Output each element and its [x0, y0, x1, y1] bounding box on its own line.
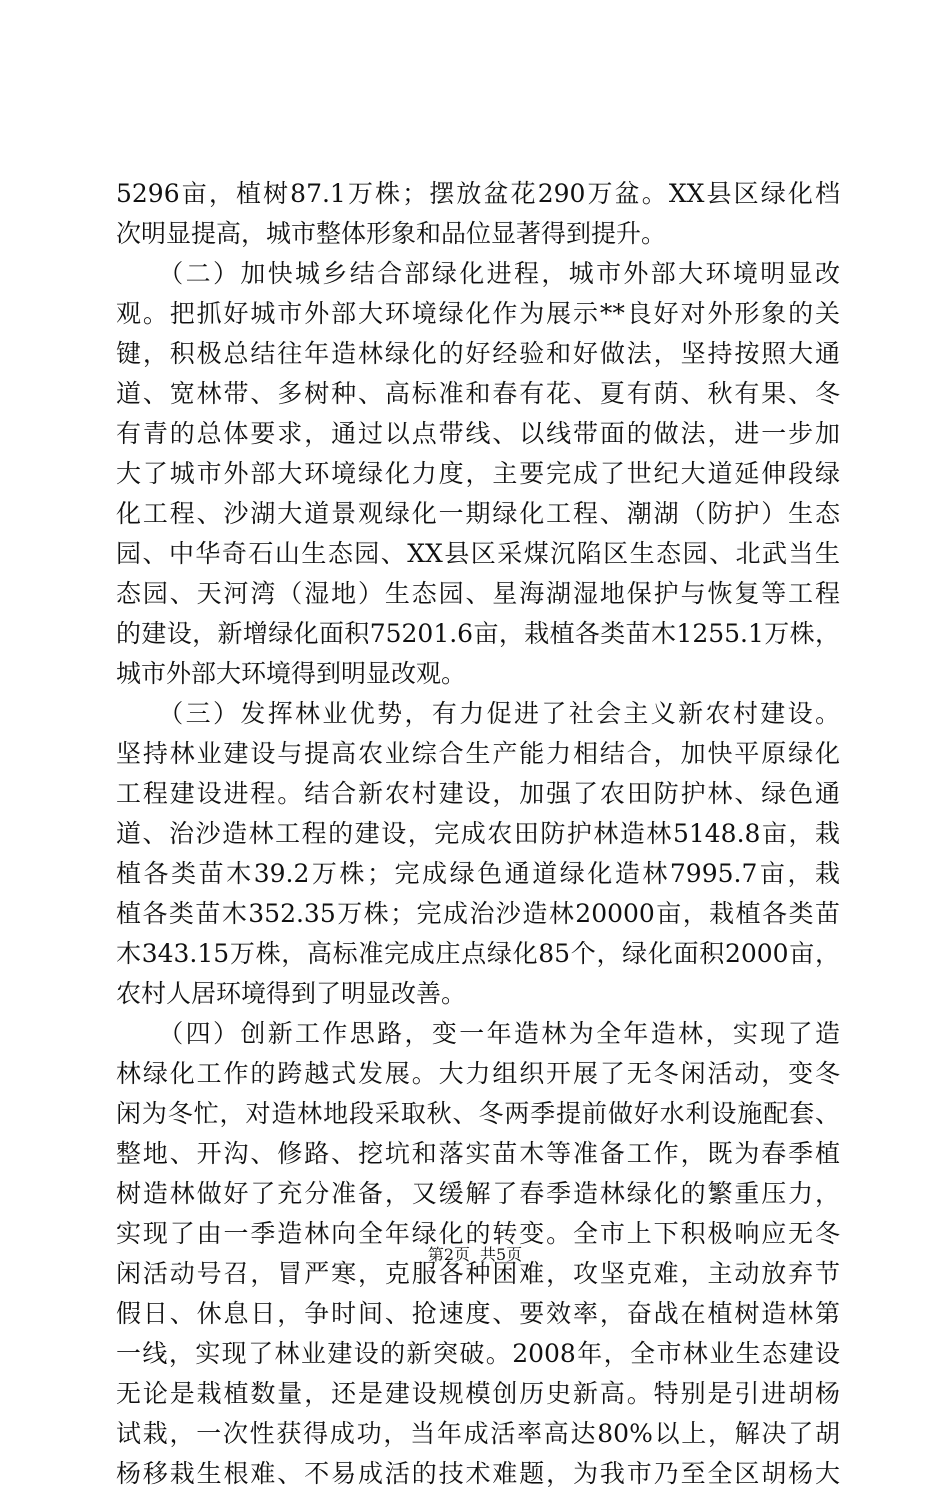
text-line: 城市外部大环境得到明显改观。 [116, 659, 467, 688]
text-line: 植各类苗木352.35万株；完成治沙造林20000亩，栽植各类苗 [116, 899, 840, 928]
text-line: 无论是栽植数量，还是建设规模创历史新高。特别是引进胡杨 [116, 1379, 840, 1408]
page-number: 第2页 [427, 1245, 470, 1264]
text-line: 农村人居环境得到了明显改善。 [116, 979, 467, 1008]
text-line: 假日、休息日，争时间、抢速度、要效率，奋战在植树造林第 [116, 1299, 840, 1328]
text-line: 实现了由一季造林向全年绿化的转变。全市上下积极响应无冬 [116, 1219, 840, 1248]
text-line: 整地、开沟、修路、挖坑和落实苗木等准备工作，既为春季植 [116, 1139, 840, 1168]
text-line: 园、中华奇石山生态园、XX县区采煤沉陷区生态园、北武当生 [116, 539, 840, 568]
text-line: 观。把抓好城市外部大环境绿化作为展示**良好对外形象的关 [116, 299, 840, 328]
text-line: 5296亩，植树87.1万株；摆放盆花290万盆。XX县区绿化档 [116, 179, 840, 208]
text-line: 植各类苗木39.2万株；完成绿色通道绿化造林7995.7亩，栽 [116, 859, 840, 888]
page-footer [0, 1245, 950, 1265]
text-line: 大了城市外部大环境绿化力度，主要完成了世纪大道延伸段绿 [116, 459, 840, 488]
text-line: 次明显提高，城市整体形象和品位显著得到提升。 [116, 219, 667, 248]
text-line: 坚持林业建设与提高农业综合生产能力相结合，加快平原绿化 [116, 739, 840, 768]
text-line: 树造林做好了充分准备，又缓解了春季造林绿化的繁重压力， [116, 1179, 840, 1208]
text-line: 道、治沙造林工程的建设，完成农田防护林造林5148.8亩，栽 [116, 819, 840, 848]
text-line: 有青的总体要求，通过以点带线、以线带面的做法，进一步加 [116, 419, 840, 448]
text-line: 闲活动号召，冒严寒，克服各种困难，攻坚克难，主动放弃节 [116, 1259, 840, 1288]
text-line: 木343.15万株，高标准完成庄点绿化85个，绿化面积2000亩， [116, 939, 840, 968]
text-line: 键，积极总结往年造林绿化的好经验和好做法，坚持按照大通 [116, 339, 840, 368]
text-line: （二）加快城乡结合部绿化进程，城市外部大环境明显改 [116, 259, 840, 288]
text-line: 工程建设进程。结合新农村建设，加强了农田防护林、绿色通 [116, 779, 840, 808]
document-body [116, 174, 840, 1494]
text-line: （四）创新工作思路，变一年造林为全年造林，实现了造 [116, 1019, 840, 1048]
text-line: 杨移栽生根难、不易成活的技术难题，为我市乃至全区胡杨大 [116, 1459, 840, 1488]
text-line: 试栽，一次性获得成功，当年成活率高达80%以上，解决了胡 [116, 1419, 840, 1448]
text-line: 的建设，新增绿化面积75201.6亩，栽植各类苗木1255.1万株， [116, 619, 840, 648]
text-line: 化工程、沙湖大道景观绿化一期绿化工程、潮湖（防护）生态 [116, 499, 840, 528]
text-line: 态园、天河湾（湿地）生态园、星海湖湿地保护与恢复等工程 [116, 579, 840, 608]
text-line: 一线，实现了林业建设的新突破。2008年，全市林业生态建设 [116, 1339, 840, 1368]
page-total: 共5页 [480, 1245, 523, 1264]
text-line: 林绿化工作的跨越式发展。大力组织开展了无冬闲活动，变冬 [116, 1059, 840, 1088]
text-line: 道、宽林带、多树种、高标准和春有花、夏有荫、秋有果、冬 [116, 379, 840, 408]
text-line: 闲为冬忙，对造林地段采取秋、冬两季提前做好水利设施配套、 [116, 1099, 840, 1128]
text-line: （三）发挥林业优势，有力促进了社会主义新农村建设。 [116, 699, 840, 728]
